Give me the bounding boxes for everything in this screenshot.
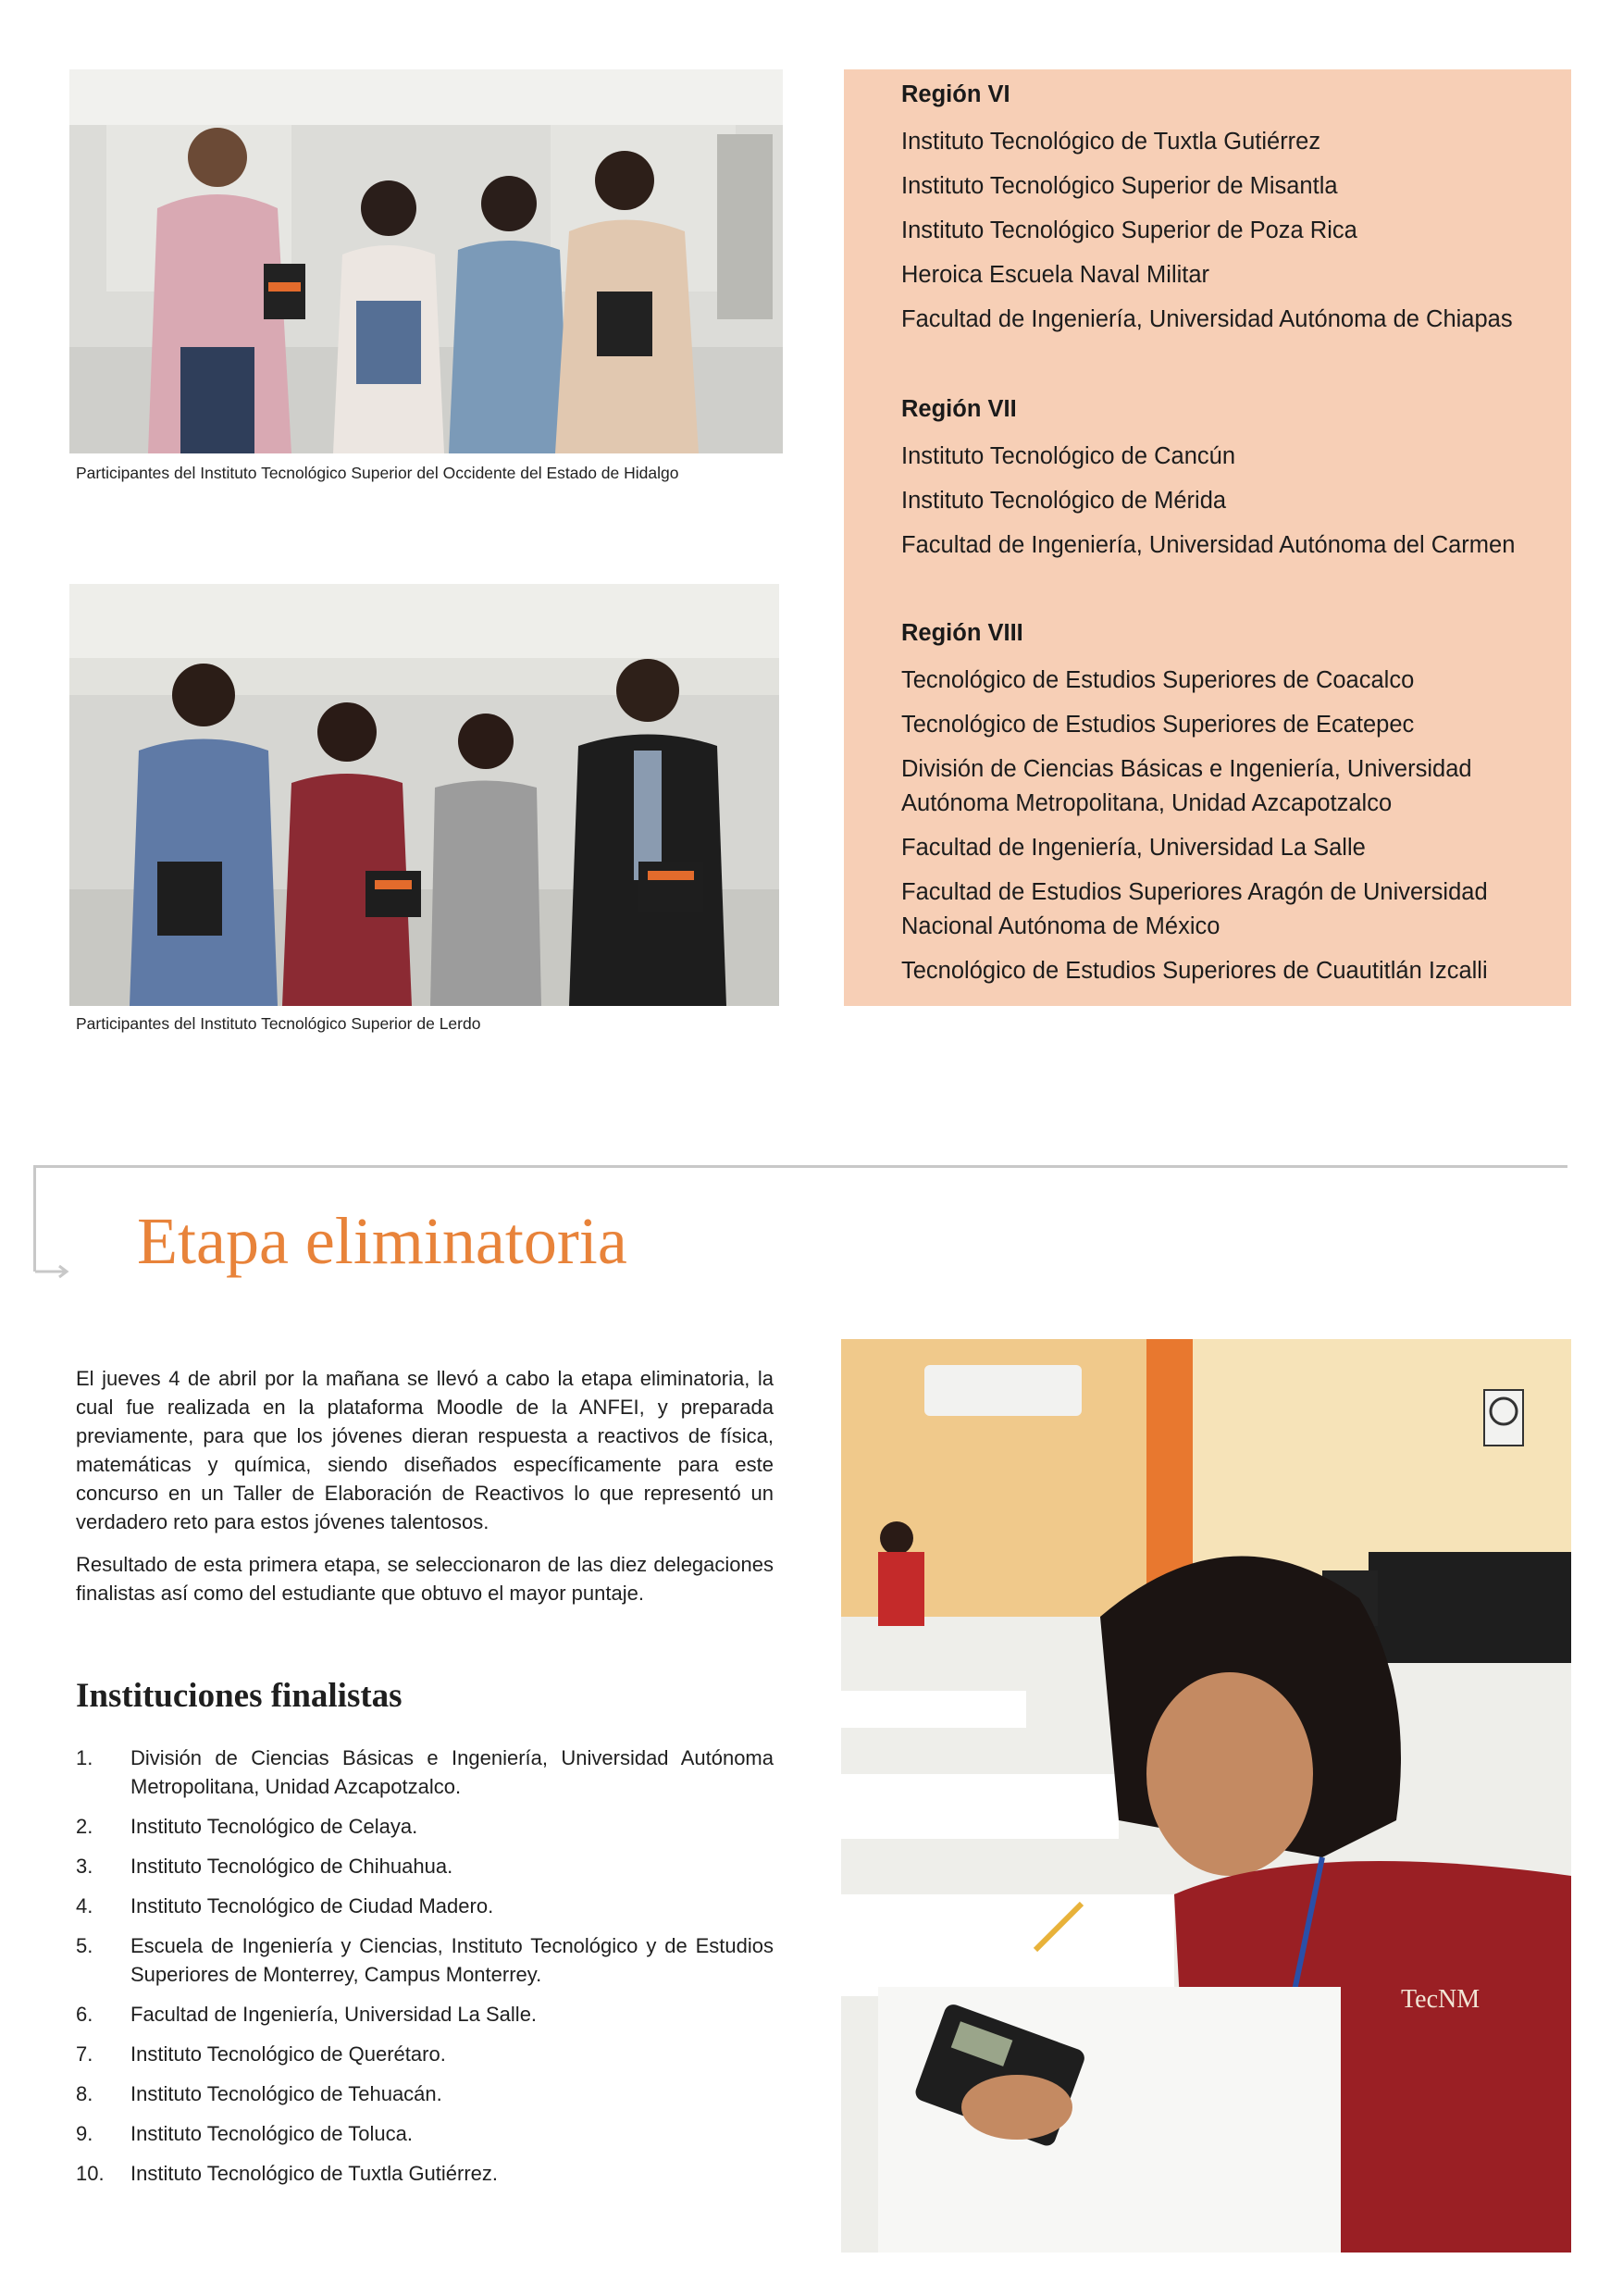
finalist-item: 3. Instituto Tecnológico de Chihuahua. [76,1855,453,1878]
photo-hidalgo-caption: Participantes del Instituto Tecnológico Superior del Occidente del Estado de Hidalgo [76,464,679,482]
region-item: División de Ciencias Básicas e Ingeniería, Universidad Autónoma Metropolitana, Unidad Azcapotzalco [901,756,1472,816]
region-item: Facultad de Estudios Superiores Aragón de Universidad Nacional Autónoma de México [901,879,1488,939]
finalist-item: 5. Escuela de Ingeniería y Ciencias, Instituto Tecnológico y de Estudios Superiores de Monterrey, Campus Monterrey. [76,1934,774,1986]
region-item: Tecnológico de Estudios Superiores de Coacalco [901,667,1415,693]
photo-student-calculator [841,1339,1571,2253]
arrow-right-icon [33,1262,70,1281]
region-item: Tecnológico de Estudios Superiores de Ecatepec [901,712,1415,738]
photo-hidalgo-participants [69,69,783,453]
region-item: Instituto Tecnológico Superior de Misantla [901,173,1338,199]
intro-paragraph: El jueves 4 de abril por la mañana se llevó a cabo la etapa eliminatoria, la cual fue realizada en la plataforma Moodle de la ANFEI, y preparada previamente, para que los jóvenes dieran respuesta a reactivos de física, matemáticas y química, siendo diseñados específicamente para este concurso en un Taller de Elaboración de Reactivos lo que representó un verdadero reto para estos jóvenes talentosos. [76,1367,774,1533]
finalist-item: 6. Facultad de Ingeniería, Universidad La Salle. [76,2003,538,2026]
region-title: Región VII [901,396,1017,422]
finalist-item: 10. Instituto Tecnológico de Tuxtla Gutiérrez. [76,2162,499,2185]
finalist-item: 7. Instituto Tecnológico de Querétaro. [76,2042,446,2066]
photo-lerdo-participants [69,584,779,1006]
region-item: Tecnológico de Estudios Superiores de Cuautitlán Izcalli [901,958,1488,984]
region-item: Heroica Escuela Naval Militar [901,262,1210,288]
region-item: Instituto Tecnológico de Cancún [901,443,1236,469]
regions-panel [844,69,1571,1006]
region-title: Región VI [901,81,1010,107]
section-divider-vertical [33,1165,36,1272]
finalist-item: 8. Instituto Tecnológico de Tehuacán. [76,2082,442,2105]
section-title: Etapa eliminatoria [137,1204,627,1278]
finalists-title: Instituciones finalistas [76,1677,403,1715]
finalist-item: 4. Instituto Tecnológico de Ciudad Madero. [76,1894,494,1917]
finalist-item: 2. Instituto Tecnológico de Celaya. [76,1815,418,1838]
region-title: Región VIII [901,620,1023,646]
region-item: Instituto Tecnológico de Tuxtla Gutiérrez [901,129,1321,155]
result-paragraph: Resultado de esta primera etapa, se seleccionaron de las diez delegaciones finalistas así como del estudiante que obtuvo el mayor puntaje. [76,1553,774,1605]
finalists-list [76,1744,774,2199]
region-vii [901,395,1549,573]
region-viii [901,619,1549,999]
section-divider [33,1165,1567,1168]
region-item: Instituto Tecnológico Superior de Poza Rica [901,217,1357,243]
region-item: Facultad de Ingeniería, Universidad Autónoma de Chiapas [901,306,1513,332]
region-item: Facultad de Ingeniería, Universidad Autónoma del Carmen [901,532,1516,558]
finalist-item: 1. División de Ciencias Básicas e Ingeniería, Universidad Autónoma Metropolitana, Unidad Azcapotzalco. [76,1746,774,1798]
region-item: Instituto Tecnológico de Mérida [901,488,1227,514]
photo-lerdo-caption: Participantes del Instituto Tecnológico Superior de Lerdo [76,1014,481,1033]
region-vi [901,81,1549,347]
region-item: Facultad de Ingeniería, Universidad La Salle [901,835,1366,861]
svg-text:TecNM: TecNM [1401,1985,1481,2014]
finalist-item: 9. Instituto Tecnológico de Toluca. [76,2122,413,2145]
